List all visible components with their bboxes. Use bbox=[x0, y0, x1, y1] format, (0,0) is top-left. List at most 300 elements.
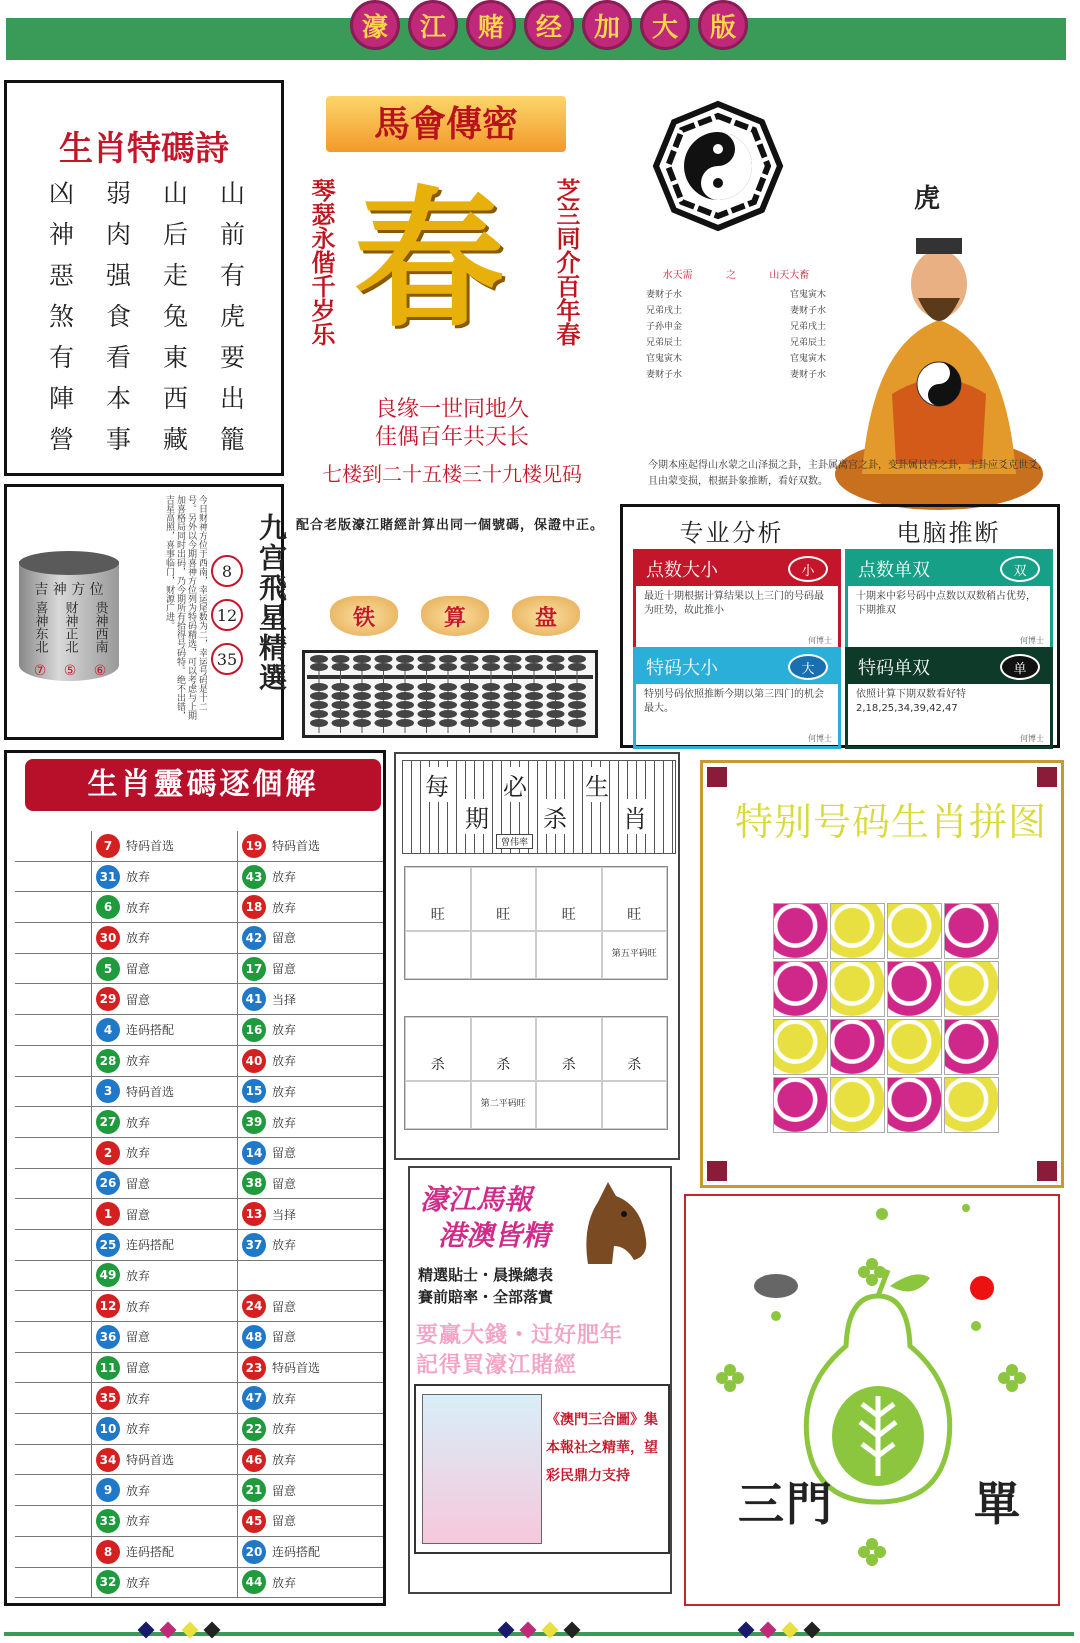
ox-icon bbox=[15, 1322, 91, 1352]
advice-label: 放弃 bbox=[272, 1422, 297, 1437]
puzzle-tile bbox=[944, 1019, 999, 1075]
zodiac-row bbox=[15, 923, 383, 954]
cylinder-col: 喜神东北 bbox=[32, 601, 48, 653]
poem-grid bbox=[33, 179, 261, 454]
box-title: 点数大小 bbox=[646, 560, 718, 581]
header-char: 必 bbox=[503, 767, 527, 802]
advice-label: 放弃 bbox=[126, 900, 151, 915]
zodiac-row bbox=[15, 831, 383, 862]
zodiac-cell bbox=[237, 1475, 383, 1505]
footer-diamonds bbox=[500, 1624, 578, 1636]
report-title-1: 濠江馬報 bbox=[420, 1183, 533, 1216]
number-ball: 11 bbox=[96, 1356, 120, 1380]
lucky-numbers bbox=[211, 555, 243, 675]
zodiac-cell bbox=[91, 1414, 237, 1444]
advice-label: 放弃 bbox=[272, 1575, 297, 1590]
zodiac-cell bbox=[237, 892, 383, 922]
advice-label: 放弃 bbox=[126, 1575, 151, 1590]
zodiac-cell bbox=[237, 923, 383, 953]
hexagram-row bbox=[646, 287, 826, 303]
zodiac-cell bbox=[237, 1414, 383, 1444]
advice-label: 特码首选 bbox=[272, 839, 321, 854]
zodiac-cell bbox=[91, 1230, 237, 1260]
number-ball: 17 bbox=[242, 957, 266, 981]
floor-hint: 七楼到二十五楼三十九楼见码 bbox=[322, 462, 582, 486]
advice-label: 连码搭配 bbox=[126, 1023, 175, 1038]
dog-icon bbox=[15, 1138, 91, 1168]
number-ball: 36 bbox=[96, 1325, 120, 1349]
box-badge: 小 bbox=[788, 556, 828, 582]
advice-label: 当择 bbox=[272, 1207, 297, 1222]
snake-icon bbox=[15, 831, 91, 861]
monkey-icon bbox=[15, 1015, 91, 1045]
zodiac-code-table bbox=[15, 831, 383, 1598]
zodiac-cell bbox=[237, 1230, 383, 1260]
advice-label: 留意 bbox=[126, 1207, 151, 1222]
number-ball: 21 bbox=[242, 1478, 266, 1502]
dog-icon bbox=[15, 1169, 91, 1199]
box-text: 依照计算下期双数看好特2,18,25,34,39,42,47 bbox=[856, 689, 966, 714]
zodiac-cell bbox=[237, 862, 383, 892]
zodiac-row bbox=[15, 1046, 383, 1077]
sanhe-text: 《澳門三合圖》集本報社之精華，望彩民鼎力支持 bbox=[546, 1412, 658, 1484]
advice-label: 特码首选 bbox=[272, 1361, 321, 1376]
lucky-number: 8 bbox=[211, 555, 243, 587]
number-ball: 48 bbox=[242, 1325, 266, 1349]
number-ball: 10 bbox=[96, 1417, 120, 1441]
nine-palace-panel bbox=[4, 484, 288, 740]
three-doors-left: 三門 bbox=[738, 1477, 834, 1531]
hexagram-mid: 之 bbox=[725, 270, 736, 281]
box-title: 特码大小 bbox=[646, 658, 718, 679]
period-tag: 曾伟率 bbox=[496, 834, 533, 849]
footer bbox=[0, 1618, 1080, 1643]
number-ball: 4 bbox=[96, 1018, 120, 1042]
zodiac-row bbox=[15, 1261, 383, 1292]
analysis-box bbox=[633, 647, 841, 749]
pig-icon bbox=[15, 1230, 91, 1260]
poem-char: 藏 bbox=[162, 425, 188, 454]
advice-label: 放弃 bbox=[126, 1146, 151, 1161]
number-ball: 15 bbox=[242, 1079, 266, 1103]
pig-icon bbox=[15, 1199, 91, 1229]
header-char: 生 bbox=[585, 767, 609, 802]
zodiac-row bbox=[15, 1353, 383, 1384]
abacus-image bbox=[302, 650, 598, 738]
poem-char: 山 bbox=[219, 179, 245, 208]
zodiac-cell bbox=[91, 892, 237, 922]
puzzle-tile bbox=[887, 903, 942, 959]
zodiac-cell bbox=[237, 1291, 383, 1321]
cylinder-top-label: 吉 神 方 位 bbox=[34, 582, 104, 598]
zodiac-cell bbox=[91, 1291, 237, 1321]
hexagram-line: 官鬼寅木 bbox=[646, 354, 683, 364]
poem-char: 强 bbox=[105, 261, 131, 290]
zodiac-cell bbox=[237, 831, 383, 861]
hexagram-line: 兄弟戌土 bbox=[646, 306, 683, 316]
advice-label: 放弃 bbox=[126, 1299, 151, 1314]
number-ball: 28 bbox=[96, 1049, 120, 1073]
title-char: 大 bbox=[640, 0, 690, 50]
zodiac-cell bbox=[91, 1537, 237, 1567]
horse-head-icon bbox=[568, 1176, 652, 1266]
title-char: 江 bbox=[408, 0, 458, 50]
number-ball: 49 bbox=[96, 1263, 120, 1287]
header-char: 每 bbox=[425, 767, 449, 802]
zodiac-cell bbox=[237, 1445, 383, 1475]
advice-label: 放弃 bbox=[126, 1268, 151, 1283]
advice-label: 当择 bbox=[272, 992, 297, 1007]
zodiac-row bbox=[15, 1015, 383, 1046]
zodiac-cell bbox=[91, 954, 237, 984]
ingot-label: 铁 bbox=[330, 596, 398, 636]
kill-cell: 杀 bbox=[536, 1017, 602, 1081]
poem-char: 要 bbox=[219, 343, 245, 372]
puzzle-tile bbox=[830, 961, 885, 1017]
number-ball: 39 bbox=[242, 1110, 266, 1134]
advice-label: 放弃 bbox=[126, 1054, 151, 1069]
box-badge: 双 bbox=[1000, 556, 1040, 582]
box-signature: 何博士 bbox=[1020, 734, 1044, 743]
number-ball: 8 bbox=[96, 1540, 120, 1564]
kill-grid bbox=[404, 1016, 668, 1130]
box-badge: 大 bbox=[788, 654, 828, 680]
number-ball: 38 bbox=[242, 1171, 266, 1195]
puzzle-tile bbox=[944, 961, 999, 1017]
kill-cell: 杀 bbox=[602, 1017, 668, 1081]
advice-label: 留意 bbox=[126, 1176, 151, 1191]
number-ball: 2 bbox=[96, 1141, 120, 1165]
zodiac-row bbox=[15, 1506, 383, 1537]
hexagram-row bbox=[646, 303, 826, 319]
zodiac-row bbox=[15, 1169, 383, 1200]
number-ball: 20 bbox=[242, 1540, 266, 1564]
masthead-title bbox=[350, 0, 748, 50]
advice-label: 放弃 bbox=[272, 1391, 297, 1406]
prosper-grid bbox=[404, 866, 668, 980]
header-char: 杀 bbox=[543, 799, 567, 834]
title-char: 濠 bbox=[350, 0, 400, 50]
number-ball: 37 bbox=[242, 1233, 266, 1257]
header-char: 期 bbox=[465, 799, 489, 834]
zodiac-cell bbox=[91, 1169, 237, 1199]
kill-cell: 杀 bbox=[405, 1017, 471, 1081]
zodiac-cell bbox=[237, 1015, 383, 1045]
poem-char: 事 bbox=[105, 425, 131, 454]
advice-label: 留意 bbox=[272, 1514, 297, 1529]
title-char: 版 bbox=[698, 0, 748, 50]
number-ball: 43 bbox=[242, 865, 266, 889]
puzzle-title: 特别号码生肖拼图 bbox=[735, 800, 1048, 844]
sanhe-box bbox=[414, 1384, 670, 1554]
bagua-taiji-icon bbox=[652, 100, 784, 232]
poem-char: 東 bbox=[162, 343, 188, 372]
couplet-left: 琴瑟永偕千岁乐 bbox=[307, 178, 336, 346]
fortune-cylinder bbox=[19, 551, 119, 681]
zodiac-cell bbox=[91, 1475, 237, 1505]
zodiac-cell bbox=[91, 1322, 237, 1352]
zodiac-row bbox=[15, 1107, 383, 1138]
advice-label: 留意 bbox=[272, 1330, 297, 1345]
puzzle-tile bbox=[830, 903, 885, 959]
advice-label: 放弃 bbox=[272, 900, 297, 915]
poem-char: 前 bbox=[219, 220, 245, 249]
zodiac-cell bbox=[91, 1353, 237, 1383]
ingot-label: 盘 bbox=[512, 596, 580, 636]
poem-char: 食 bbox=[105, 302, 131, 331]
report-line-1: 精選貼士・晨操總表 bbox=[418, 1266, 554, 1284]
tiger-sage-panel bbox=[622, 74, 1056, 502]
poem-char: 走 bbox=[162, 261, 188, 290]
zodiac-cell bbox=[91, 984, 237, 1014]
number-ball: 25 bbox=[96, 1233, 120, 1257]
zodiac-code-panel bbox=[4, 750, 386, 1606]
box-signature: 何博士 bbox=[1020, 636, 1044, 645]
zodiac-cell bbox=[91, 1138, 237, 1168]
nine-palace-text: 今日财神方位于西南，幸运尾数为二，幸运号码是十二号。另外以今期喜神方位列为特码精选，可以考虑与上期加喜格局同时出码，乃今期所有拾得号码特。绝不出错，吉星高照，喜事临门，财源广进。 bbox=[164, 495, 207, 720]
zodiac-cell bbox=[237, 1568, 383, 1598]
zodiac-cell bbox=[237, 1353, 383, 1383]
hexagram-row bbox=[646, 367, 826, 383]
advice-label: 放弃 bbox=[126, 1115, 151, 1130]
hexagram-row bbox=[646, 319, 826, 335]
box-text: 最近十期根据计算结果以上三门的号码最为旺势，故此推小 bbox=[644, 591, 824, 616]
number-ball: 22 bbox=[242, 1417, 266, 1441]
hexagram-line: 妻财子水 bbox=[646, 290, 683, 300]
advice-label: 放弃 bbox=[272, 1238, 297, 1253]
advice-label: 留意 bbox=[272, 1483, 297, 1498]
poem-char: 肉 bbox=[105, 220, 131, 249]
advice-label: 放弃 bbox=[126, 1483, 151, 1498]
kill-note: 第二平码旺 bbox=[471, 1081, 537, 1129]
analysis-title-left: 专业分析 bbox=[679, 519, 784, 547]
poem-char: 弱 bbox=[105, 179, 131, 208]
zodiac-cell bbox=[91, 1445, 237, 1475]
snake-icon bbox=[15, 1568, 91, 1598]
number-ball: 5 bbox=[96, 957, 120, 981]
poem-char: 西 bbox=[162, 384, 188, 413]
number-ball: 46 bbox=[242, 1448, 266, 1472]
horse-icon bbox=[15, 923, 91, 953]
advice-label: 留意 bbox=[272, 1146, 297, 1161]
zodiac-cell bbox=[91, 923, 237, 953]
advice-label: 连码搭配 bbox=[272, 1545, 321, 1560]
puzzle-tile bbox=[830, 1077, 885, 1133]
analysis-title-right: 电脑推断 bbox=[896, 519, 1001, 547]
puzzle-tile bbox=[944, 903, 999, 959]
puzzle-tile bbox=[773, 1077, 828, 1133]
hexagram-line: 妻财子水 bbox=[789, 306, 826, 316]
number-ball: 3 bbox=[96, 1079, 120, 1103]
rabbit-icon bbox=[15, 1445, 91, 1475]
number-ball: 18 bbox=[242, 895, 266, 919]
rooster-icon bbox=[15, 1077, 91, 1107]
zodiac-cell bbox=[237, 1383, 383, 1413]
zodiac-row bbox=[15, 1077, 383, 1108]
box-title: 特码单双 bbox=[858, 658, 930, 679]
spring-char: 春 bbox=[354, 172, 505, 348]
hexagram-row bbox=[646, 351, 826, 367]
number-ball: 16 bbox=[242, 1018, 266, 1042]
number-ball: 1 bbox=[96, 1202, 120, 1226]
advice-label: 放弃 bbox=[272, 1084, 297, 1099]
zodiac-cell bbox=[237, 1506, 383, 1536]
poem-char: 后 bbox=[162, 220, 188, 249]
puzzle-tile bbox=[830, 1019, 885, 1075]
number-ball: 33 bbox=[96, 1509, 120, 1533]
advice-label: 留意 bbox=[272, 931, 297, 946]
advice-label: 留意 bbox=[126, 1361, 151, 1376]
box-text: 十期来中彩号码中点数以双数稍占优势，下期推双 bbox=[856, 591, 1036, 616]
number-ball: 7 bbox=[96, 834, 120, 858]
report-slogan-2: 記得買濠江賭經 bbox=[416, 1352, 578, 1378]
zodiac-cell bbox=[91, 1199, 237, 1229]
rooster-icon bbox=[15, 1107, 91, 1137]
hexagram-line: 兄弟辰土 bbox=[789, 338, 826, 348]
zodiac-cell bbox=[237, 1199, 383, 1229]
box-signature: 何博士 bbox=[808, 636, 832, 645]
zodiac-row bbox=[15, 1383, 383, 1414]
advice-label: 特码首选 bbox=[126, 1453, 175, 1468]
number-ball: 19 bbox=[242, 834, 266, 858]
hexagram-note: 今期本座起得山水蒙之山泽损之卦，主卦属离宫之卦，变卦属艮宫之卦，主卦应爻克世爻，且由蒙变损，根据卦象推断，看好双数。 bbox=[648, 460, 1048, 487]
poem-char: 山 bbox=[162, 179, 188, 208]
hexagram-line: 兄弟辰土 bbox=[646, 338, 683, 348]
lucky-number: 12 bbox=[211, 599, 243, 631]
advice-label: 留意 bbox=[272, 1176, 297, 1191]
number-ball: 34 bbox=[96, 1448, 120, 1472]
lucky-number: 35 bbox=[211, 643, 243, 675]
header-char: 肖 bbox=[623, 799, 647, 834]
match-text: 配合老版濠江賭經計算出同一個號碼，保證中正。 bbox=[296, 518, 605, 533]
puzzle-mosaic bbox=[773, 903, 999, 1133]
header bbox=[0, 0, 1080, 70]
sanhe-thumbnail bbox=[422, 1394, 542, 1544]
advice-label: 放弃 bbox=[272, 870, 297, 885]
number-ball: 30 bbox=[96, 926, 120, 950]
zodiac-label: 虎 bbox=[914, 184, 941, 214]
zodiac-cell bbox=[237, 1322, 383, 1352]
advice-label: 留意 bbox=[126, 1330, 151, 1345]
zodiac-row bbox=[15, 954, 383, 985]
number-ball: 40 bbox=[242, 1049, 266, 1073]
box-title: 点数单双 bbox=[858, 560, 930, 581]
poem-char: 看 bbox=[105, 343, 131, 372]
goat-icon bbox=[15, 984, 91, 1014]
number-ball: 23 bbox=[242, 1356, 266, 1380]
number-ball: 42 bbox=[242, 926, 266, 950]
hexagram-line: 妻财子水 bbox=[646, 370, 683, 380]
advice-label: 连码搭配 bbox=[126, 1545, 175, 1560]
zodiac-cell bbox=[91, 1015, 237, 1045]
horse-report-panel bbox=[408, 1166, 672, 1594]
number-ball: 24 bbox=[242, 1294, 266, 1318]
nine-palace-title: 九宫飛星精選 bbox=[255, 513, 288, 693]
poem-char: 本 bbox=[105, 384, 131, 413]
zodiac-row bbox=[15, 1445, 383, 1476]
abacus-icon bbox=[305, 653, 595, 735]
zodiac-cell bbox=[91, 1107, 237, 1137]
zodiac-cell bbox=[237, 1169, 383, 1199]
report-title-2: 港澳皆精 bbox=[438, 1219, 551, 1252]
puzzle-tile bbox=[773, 1019, 828, 1075]
poem-char: 煞 bbox=[48, 302, 74, 331]
zodiac-cell bbox=[91, 1506, 237, 1536]
zodiac-cell bbox=[91, 1261, 237, 1291]
advice-label: 特码首选 bbox=[126, 1084, 175, 1099]
verse-line-2: 佳偶百年共天长 bbox=[374, 425, 529, 450]
advice-label: 放弃 bbox=[272, 1115, 297, 1130]
hexagram-line: 子孙申金 bbox=[646, 322, 683, 332]
puzzle-tile bbox=[773, 903, 828, 959]
couplet-right: 芝兰同介百年春 bbox=[552, 178, 581, 346]
puzzle-tile bbox=[773, 961, 828, 1017]
zodiac-row bbox=[15, 1291, 383, 1322]
analysis-box bbox=[845, 647, 1053, 749]
number-ball: 14 bbox=[242, 1141, 266, 1165]
rat-icon bbox=[15, 1291, 91, 1321]
zodiac-row bbox=[15, 1138, 383, 1169]
poem-title: 生肖特碼詩 bbox=[59, 129, 229, 169]
dragon-icon bbox=[15, 1537, 91, 1567]
poem-char: 惡 bbox=[48, 261, 74, 290]
cylinder-mark: ⑤ bbox=[63, 663, 77, 679]
prosper-cell: 旺 bbox=[471, 867, 537, 931]
cylinder-mark: ⑥ bbox=[93, 663, 107, 679]
number-ball: 29 bbox=[96, 987, 120, 1011]
box-signature: 何博士 bbox=[808, 734, 832, 743]
footer-diamonds bbox=[740, 1624, 818, 1636]
horse-secret-panel bbox=[292, 80, 612, 490]
number-ball: 45 bbox=[242, 1509, 266, 1533]
zodiac-row bbox=[15, 984, 383, 1015]
hexagram-line: 妻财子水 bbox=[789, 370, 826, 380]
footer-diamonds bbox=[140, 1624, 218, 1636]
hexagram-line: 兄弟戌土 bbox=[789, 322, 826, 332]
zodiac-row bbox=[15, 1537, 383, 1568]
report-line-2: 賽前賠率・全部落實 bbox=[418, 1288, 554, 1306]
tiger-icon bbox=[15, 1383, 91, 1413]
zodiac-cell bbox=[237, 1077, 383, 1107]
number-ball: 44 bbox=[242, 1570, 266, 1594]
poem-char: 有 bbox=[219, 261, 245, 290]
zodiac-row bbox=[15, 1568, 383, 1599]
poem-char: 兔 bbox=[162, 302, 188, 331]
rabbit-icon bbox=[15, 1475, 91, 1505]
goat-icon bbox=[15, 954, 91, 984]
hexagram-line: 官鬼寅木 bbox=[789, 354, 826, 364]
number-ball: 27 bbox=[96, 1110, 120, 1134]
zodiac-code-title: 生肖靈碼逐個解 bbox=[25, 759, 381, 811]
advice-label: 放弃 bbox=[126, 1422, 151, 1437]
rat-icon bbox=[15, 1261, 91, 1291]
hexagram-table bbox=[646, 266, 826, 383]
poem-char: 神 bbox=[48, 220, 74, 249]
advice-label: 连码搭配 bbox=[126, 1238, 175, 1253]
monkey-icon bbox=[15, 1046, 91, 1076]
advice-label: 放弃 bbox=[272, 1023, 297, 1038]
number-ball: 12 bbox=[96, 1294, 120, 1318]
puzzle-tile bbox=[887, 961, 942, 1017]
advice-label: 放弃 bbox=[272, 1054, 297, 1069]
number-ball: 41 bbox=[242, 987, 266, 1011]
zodiac-cell bbox=[237, 984, 383, 1014]
zodiac-cell bbox=[237, 1537, 383, 1567]
zodiac-cell bbox=[237, 1107, 383, 1137]
zodiac-cell bbox=[237, 1046, 383, 1076]
zodiac-cell bbox=[91, 1046, 237, 1076]
zodiac-cell bbox=[237, 1261, 383, 1291]
